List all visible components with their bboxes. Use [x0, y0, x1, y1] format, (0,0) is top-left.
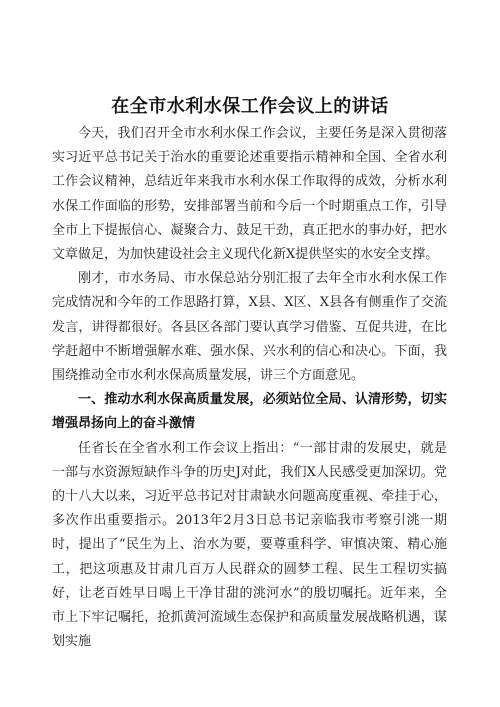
document-title: 在全市水利水保工作会议上的讲话 — [111, 96, 389, 117]
document-body — [52, 122, 447, 654]
section-heading-one: 一、推动水利水保高质量发展，必须站位全局、认清形势，切实增强昂扬向上的奋斗激情 — [52, 392, 447, 432]
paragraph-opening: 今天，我们召开全市水利水保工作会议，主要任务是深入贯彻落实习近平总书记关于治水的重要论述重要指示精神和全国、全省水利工作会议精神，总结近年来我市水利水保工作取得的成效，分析水利水保工作面临的形势，安排部署当前和今后一个时期重点工作，引导全市上下提振信心、凝聚合力、鼓足干劲，真正把水的事办好，把水文章做足，为加快建设社会主义现代化新X提供坚实的水安全支撑。 — [52, 126, 447, 263]
paragraph-reports: 刚才，市水务局、市水保总站分别汇报了去年全市水利水保工作完成情况和今年的工作思路打算，X县、X区、X县各有侧重作了交流发言，讲得都很好。各县区各部门要认真学习借鉴、互促共进，在比学赶超中不断增强解水难、强水保、兴水利的信心和决心。下面，我围绕推动全市水利水保高质量发展，讲三个方面意见。 — [52, 271, 447, 384]
paragraph-section-one: 任省长在全省水利工作会议上指出：“一部甘肃的发展史，就是一部与水资源短缺作斗争的历史J对此，我们X人民感受更加深切。党的十八大以来，习近平总书记对甘肃缺水问题高度重视、牵挂于心，多次作出重要指示。2013年2月3日总书记亲临我市考察引洮一期时，提出了“民生为上、治水为要，要尊重科学、审慎决策、精心施工，把这项惠及甘肃几百万人民群众的圆梦工程、民生工程切实搞好，让老百姓早日喝上干净甘甜的洮河水”的殷切嘱托。近年来，全市上下牢记嘱托，抢抓黄河流域生态保护和高质量发展战略机遇，谋划实施 — [52, 440, 447, 650]
